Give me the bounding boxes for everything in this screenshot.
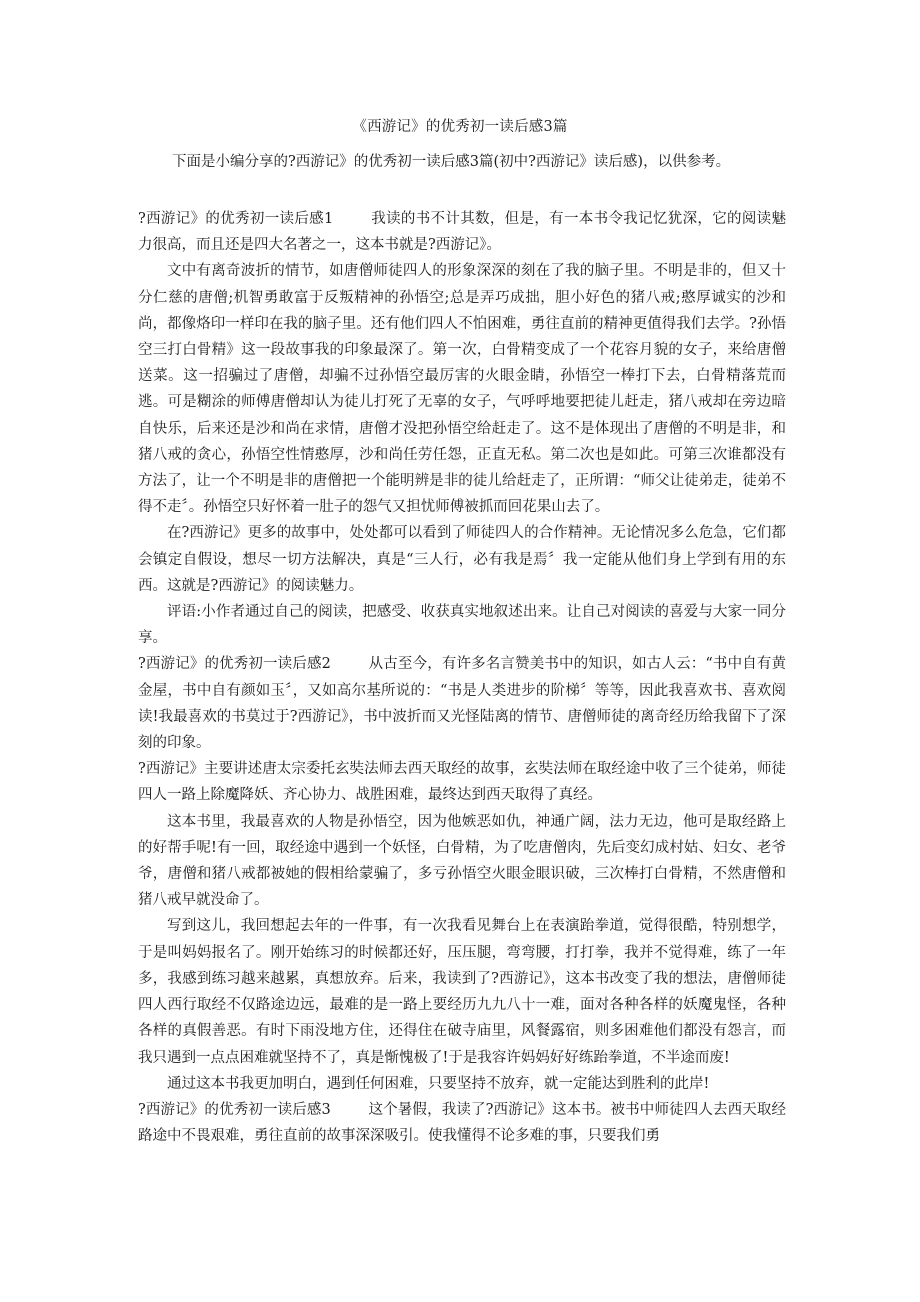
paragraph: ?西游记》主要讲述唐太宗委托玄奘法师去西天取经的故事，玄奘法师在取经途中收了三个徒弟，师徒四人一路上除魔降妖、齐心协力、战胜困难，最终达到西天取得了真经。 — [138, 761, 786, 804]
section-heading: ?西游记》的优秀初一读后感1 — [138, 211, 334, 227]
paragraph: 文中有离奇波折的情节，如唐僧师徒四人的形象深深的刻在了我的脑子里。不明是非的，但又十分仁慈的唐僧;机智勇敢富于反叛精神的孙悟空;总是弄巧成拙，胆小好色的猪八戒;憨厚诚实的沙和尚，都像烙印一样印在我的脑子里。还有他们四人不怕困难，勇往直前的精神更值得我们去学。?孙悟空三打白骨精》这一段故事我的印象最深了。第一次，白骨精变成了一个花容月貌的女子，来给唐僧送菜。这一招骗过了唐僧，却骗不过孙悟空最厉害的火眼金睛，孙悟空一棒打下去，白骨精落荒而逃。可是糊涂的师傅唐僧却认为徒儿打死了无辜的女子，气呼呼地要把徒儿赶走，猪八戒却在旁边暗自快乐，后来还是沙和尚在求情，唐僧才没把孙悟空给赶走了。这不是体现出了唐僧的不明是非，和猪八戒的贪心，孙悟空性情憨厚，沙和尚任劳任怨，正直无私。第二次也是如此。可第三次谁都没有方法了，让一个不明是非的唐僧把一个能明辨是非的徒儿给赶走了，正所谓：“师父让徒弟走，徒弟不得不走〞。孙悟空只好怀着一肚子的怨气又担忧师傅被抓而回花果山去了。 — [138, 263, 786, 516]
paragraph — [138, 1097, 786, 1149]
paragraph — [138, 206, 786, 258]
paragraph-text: 从古至今，有许多名言赞美书中的知识，如古人云：“书中自有黄金屋，书中自有颜如玉〞，又如高尔基所说的：“书是人类进步的阶梯〞等等，因此我喜欢书、喜欢阅读!我最喜欢的书莫过于?西游记》，书中波折而又光怪陆离的情节、唐僧师徒的离奇经历给我留下了深刻的印象。 — [138, 656, 786, 752]
paragraph: 通过这本书我更加明白，遇到任何困难，只要坚持不放弃，就一定能达到胜利的此岸! — [167, 1075, 710, 1092]
paragraph: 写到这儿，我回想起去年的一件事，有一次我看见舞台上在表演跆拳道，觉得很酷，特别想学，于是叫妈妈报名了。刚开始练习的时候都还好，压压腿，弯弯腰，打打拳，我并不觉得难，练了一年多，我感到练习越来越累，真想放弃。后来，我读到了?西游记》，这本书改变了我的想法，唐僧师徒四人西行取经不仅路途边远，最难的是一路上要经历九九八十一难，面对各种各样的妖魔鬼怪，各种各样的真假善恶。有时下雨没地方住，还得住在破寺庙里，风餐露宿，则多困难他们都没有怨言，而我只遇到一点点困难就坚持不了，真是惭愧极了!于是我容许妈妈好好练跆拳道，不半途而废! — [138, 918, 786, 1066]
document-body — [138, 206, 786, 1149]
paragraph — [138, 651, 786, 756]
document-title: 《西游记》的优秀初一读后感3篇 — [352, 119, 568, 135]
paragraph: 评语:小作者通过自己的阅读，把感受、收获真实地叙述出来。让自己对阅读的喜爱与大家一同分享。 — [138, 604, 786, 647]
paragraph: 这本书里，我最喜欢的人物是孙悟空，因为他嫉恶如仇，神通广阔，法力无边，他可是取经路上的好帮手呢!有一回，取经途中遇到一个妖怪，白骨精，为了吃唐僧肉，先后变幻成村姑、妇女、老爷爷，唐僧和猪八戒都被她的假相给蒙骗了，多亏孙悟空火眼金眼识破，三次棒打白骨精，不然唐僧和猪八戒早就没命了。 — [138, 813, 786, 909]
paragraph-text: 这个暑假，我读了?西游记》这本书。被书中师徒四人去西天取经路途中不畏艰难，勇往直前的故事深深吸引。使我懂得不论多难的事，只要我们勇 — [138, 1101, 786, 1145]
section-heading: ?西游记》的优秀初一读后感2 — [138, 656, 331, 673]
paragraph: 在?西游记》更多的故事中，处处都可以看到了师徒四人的合作精神。无论情况多么危急，它们都会镇定自假设，想尽一切方法解决，真是“三人行，必有我是焉〞我一定能从他们身上学到有用的东西。这就是?西游记》的阅读魅力。 — [138, 525, 786, 594]
paragraph-text: 我读的书不计其数，但是，有一本书令我记忆犹深，它的阅读魅力很高，而且还是四大名著之一，这本书就是?西游记》。 — [138, 211, 787, 254]
section-heading: ?西游记》的优秀初一读后感3 — [138, 1101, 331, 1118]
intro-paragraph: 下面是小编分享的?西游记》的优秀初一读后感3篇(初中?西游记》读后感)，以供参考。 — [172, 154, 731, 170]
